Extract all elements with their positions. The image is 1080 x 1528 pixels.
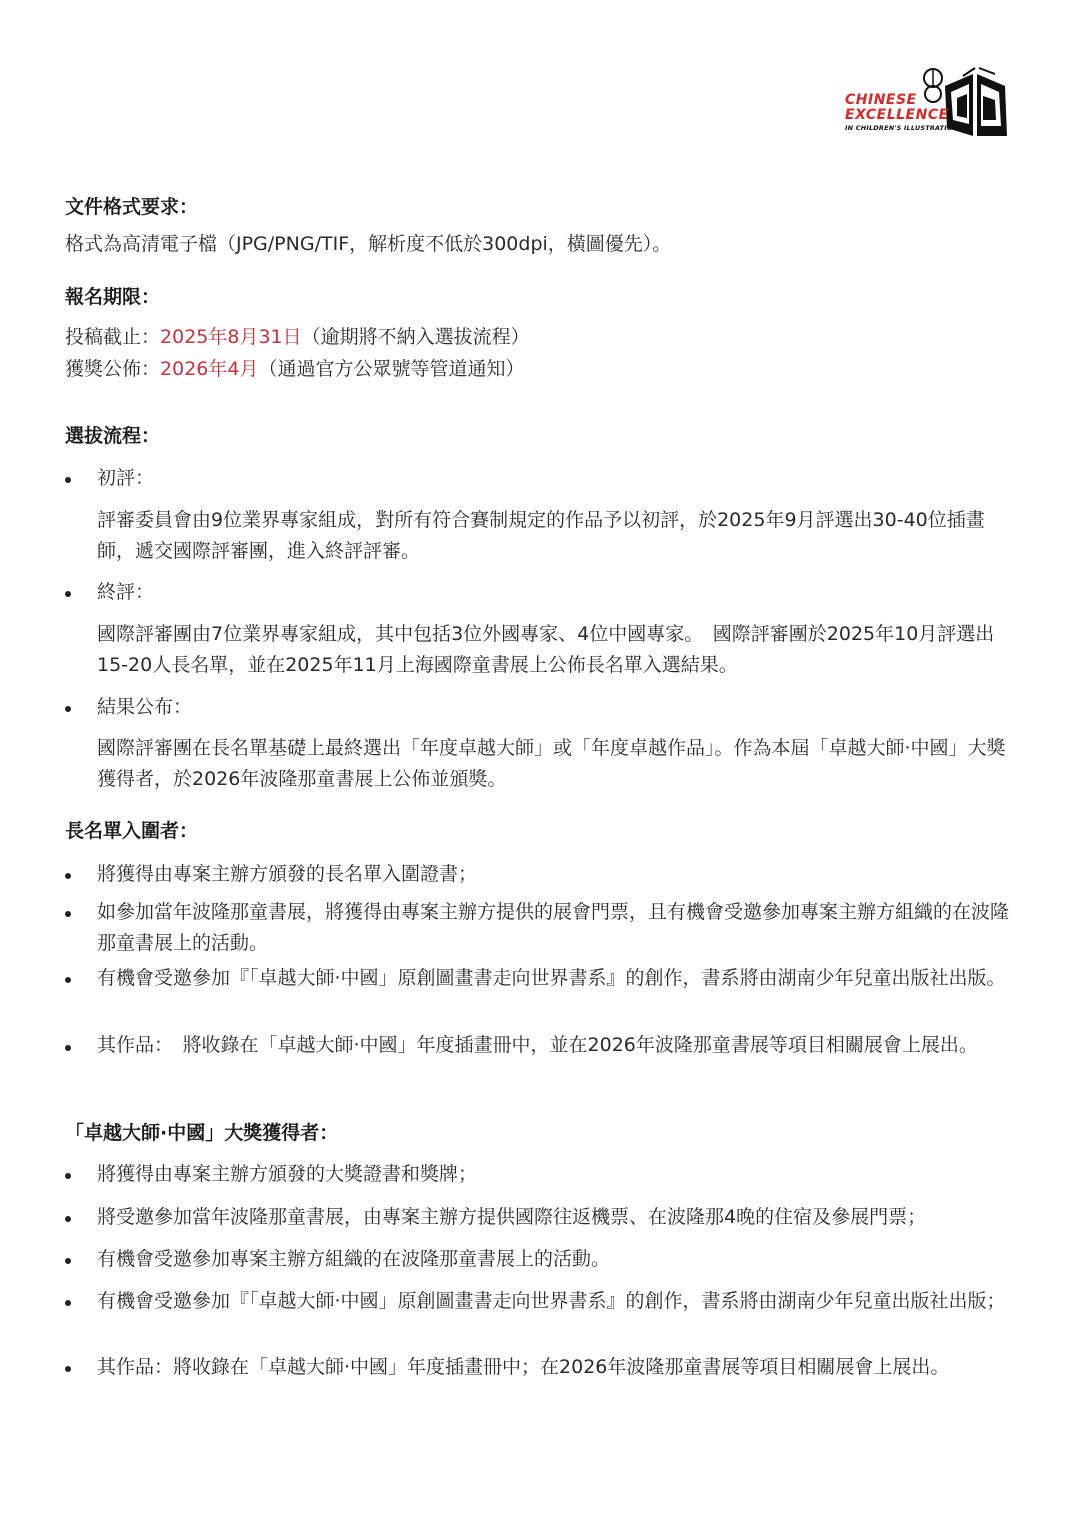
award-note: （通過官方公眾號等管道通知） <box>258 358 525 380</box>
winner-item: 將獲得由專案主辦方頒發的大獎證書和獎牌； <box>97 1163 478 1185</box>
award-label: 獲獎公佈： <box>65 358 161 380</box>
bullet <box>65 1258 71 1264</box>
winner-item: 將受邀參加當年波隆那童書展，由專案主辦方提供國際往返機票、在波隆那4晚的住宿及參展門票； <box>97 1206 927 1228</box>
award-announce-line <box>65 356 524 382</box>
longlist-heading: 長名單入圍者： <box>65 820 199 842</box>
stage-title-3: 結果公布： <box>97 696 193 718</box>
winner-item: 有機會受邀參加專案主辦方組織的在波隆那童書展上的活動。 <box>97 1248 611 1270</box>
longlist-item: 如參加當年波隆那童書展，將獲得由專案主辦方提供的展會門票，且有機會受邀參加專案主辦方組織的在波隆那童書展上的活動。 <box>97 901 1010 954</box>
format-text: 格式為高清電子檔（JPG/PNG/TIF，解析度不低於300dpi，橫圖優先）。 <box>65 233 672 255</box>
stage-title-1: 初評： <box>97 467 155 489</box>
bullet <box>65 706 71 712</box>
winner-item: 有機會受邀參加『「卓越大師·中國」原創圖畫書走向世界書系』的創作，書系將由湖南少年兒童出版社出版； <box>97 1290 1006 1312</box>
longlist-item: 有機會受邀參加『「卓越大師·中國」原創圖畫書走向世界書系』的創作，書系將由湖南少年兒童出版社出版。 <box>97 967 1006 989</box>
deadline-heading: 報名期限： <box>65 286 161 308</box>
submit-date: 2025年8月31日 <box>160 326 302 348</box>
selection-heading: 選拔流程： <box>65 425 161 447</box>
format-heading: 文件格式要求： <box>65 196 199 218</box>
logo-line-1: CHINESE <box>845 92 917 108</box>
bullet <box>65 1045 71 1051</box>
award-date: 2026年4月 <box>160 358 259 380</box>
longlist-item: 其作品： 將收錄在「卓越大師·中國」年度插畫冊中，並在2026年波隆那童書展等項目相關展會上展出。 <box>97 1034 978 1056</box>
submit-note: （逾期將不納入選拔流程） <box>301 326 530 348</box>
winners-heading: 「卓越大師·中國」大獎獲得者： <box>65 1122 339 1144</box>
winner-item: 其作品：將收錄在「卓越大師·中國」年度插畫冊中；在2026年波隆那童書展等項目相關展會上展出。 <box>97 1356 950 1378</box>
bullet <box>65 477 71 483</box>
bullet <box>65 1300 71 1306</box>
submit-deadline-line <box>65 324 530 350</box>
bullet <box>65 1216 71 1222</box>
bullet <box>65 591 71 597</box>
stage-title-2: 終評： <box>97 581 155 603</box>
bullet <box>65 1366 71 1372</box>
bullet <box>65 977 71 983</box>
bullet <box>65 1173 71 1179</box>
stage-text-1: 評審委員會由9位業界專家組成，對所有符合賽制規定的作品予以初評，於2025年9月評選出30-40位插畫師，遞交國際評審團，進入終評評審。 <box>97 509 985 562</box>
longlist-item: 將獲得由專案主辦方頒發的長名單入圍證書； <box>97 863 478 885</box>
stage-text-2: 國際評審團由7位業界專家組成，其中包括3位外國專家、4位中國專家。 國際評審團於2025年10月評選出15-20人長名單，並在2025年11月上海國際童書展上公佈長名單入選結果。 <box>97 623 995 676</box>
bullet <box>65 873 71 879</box>
stage-text-3: 國際評審團在長名單基礎上最終選出「年度卓越大師」或「年度卓越作品」。作為本屆「卓越大師·中國」大獎獲得者，於2026年波隆那童書展上公佈並頒獎。 <box>97 737 1006 790</box>
submit-label: 投稿截止： <box>65 326 161 348</box>
bullet <box>65 911 71 917</box>
brand-logo <box>845 66 1015 142</box>
logo-line-2: EXCELLENCE <box>845 107 949 123</box>
logo-line-3: IN CHILDREN'S ILLUSTRATION <box>845 124 959 132</box>
